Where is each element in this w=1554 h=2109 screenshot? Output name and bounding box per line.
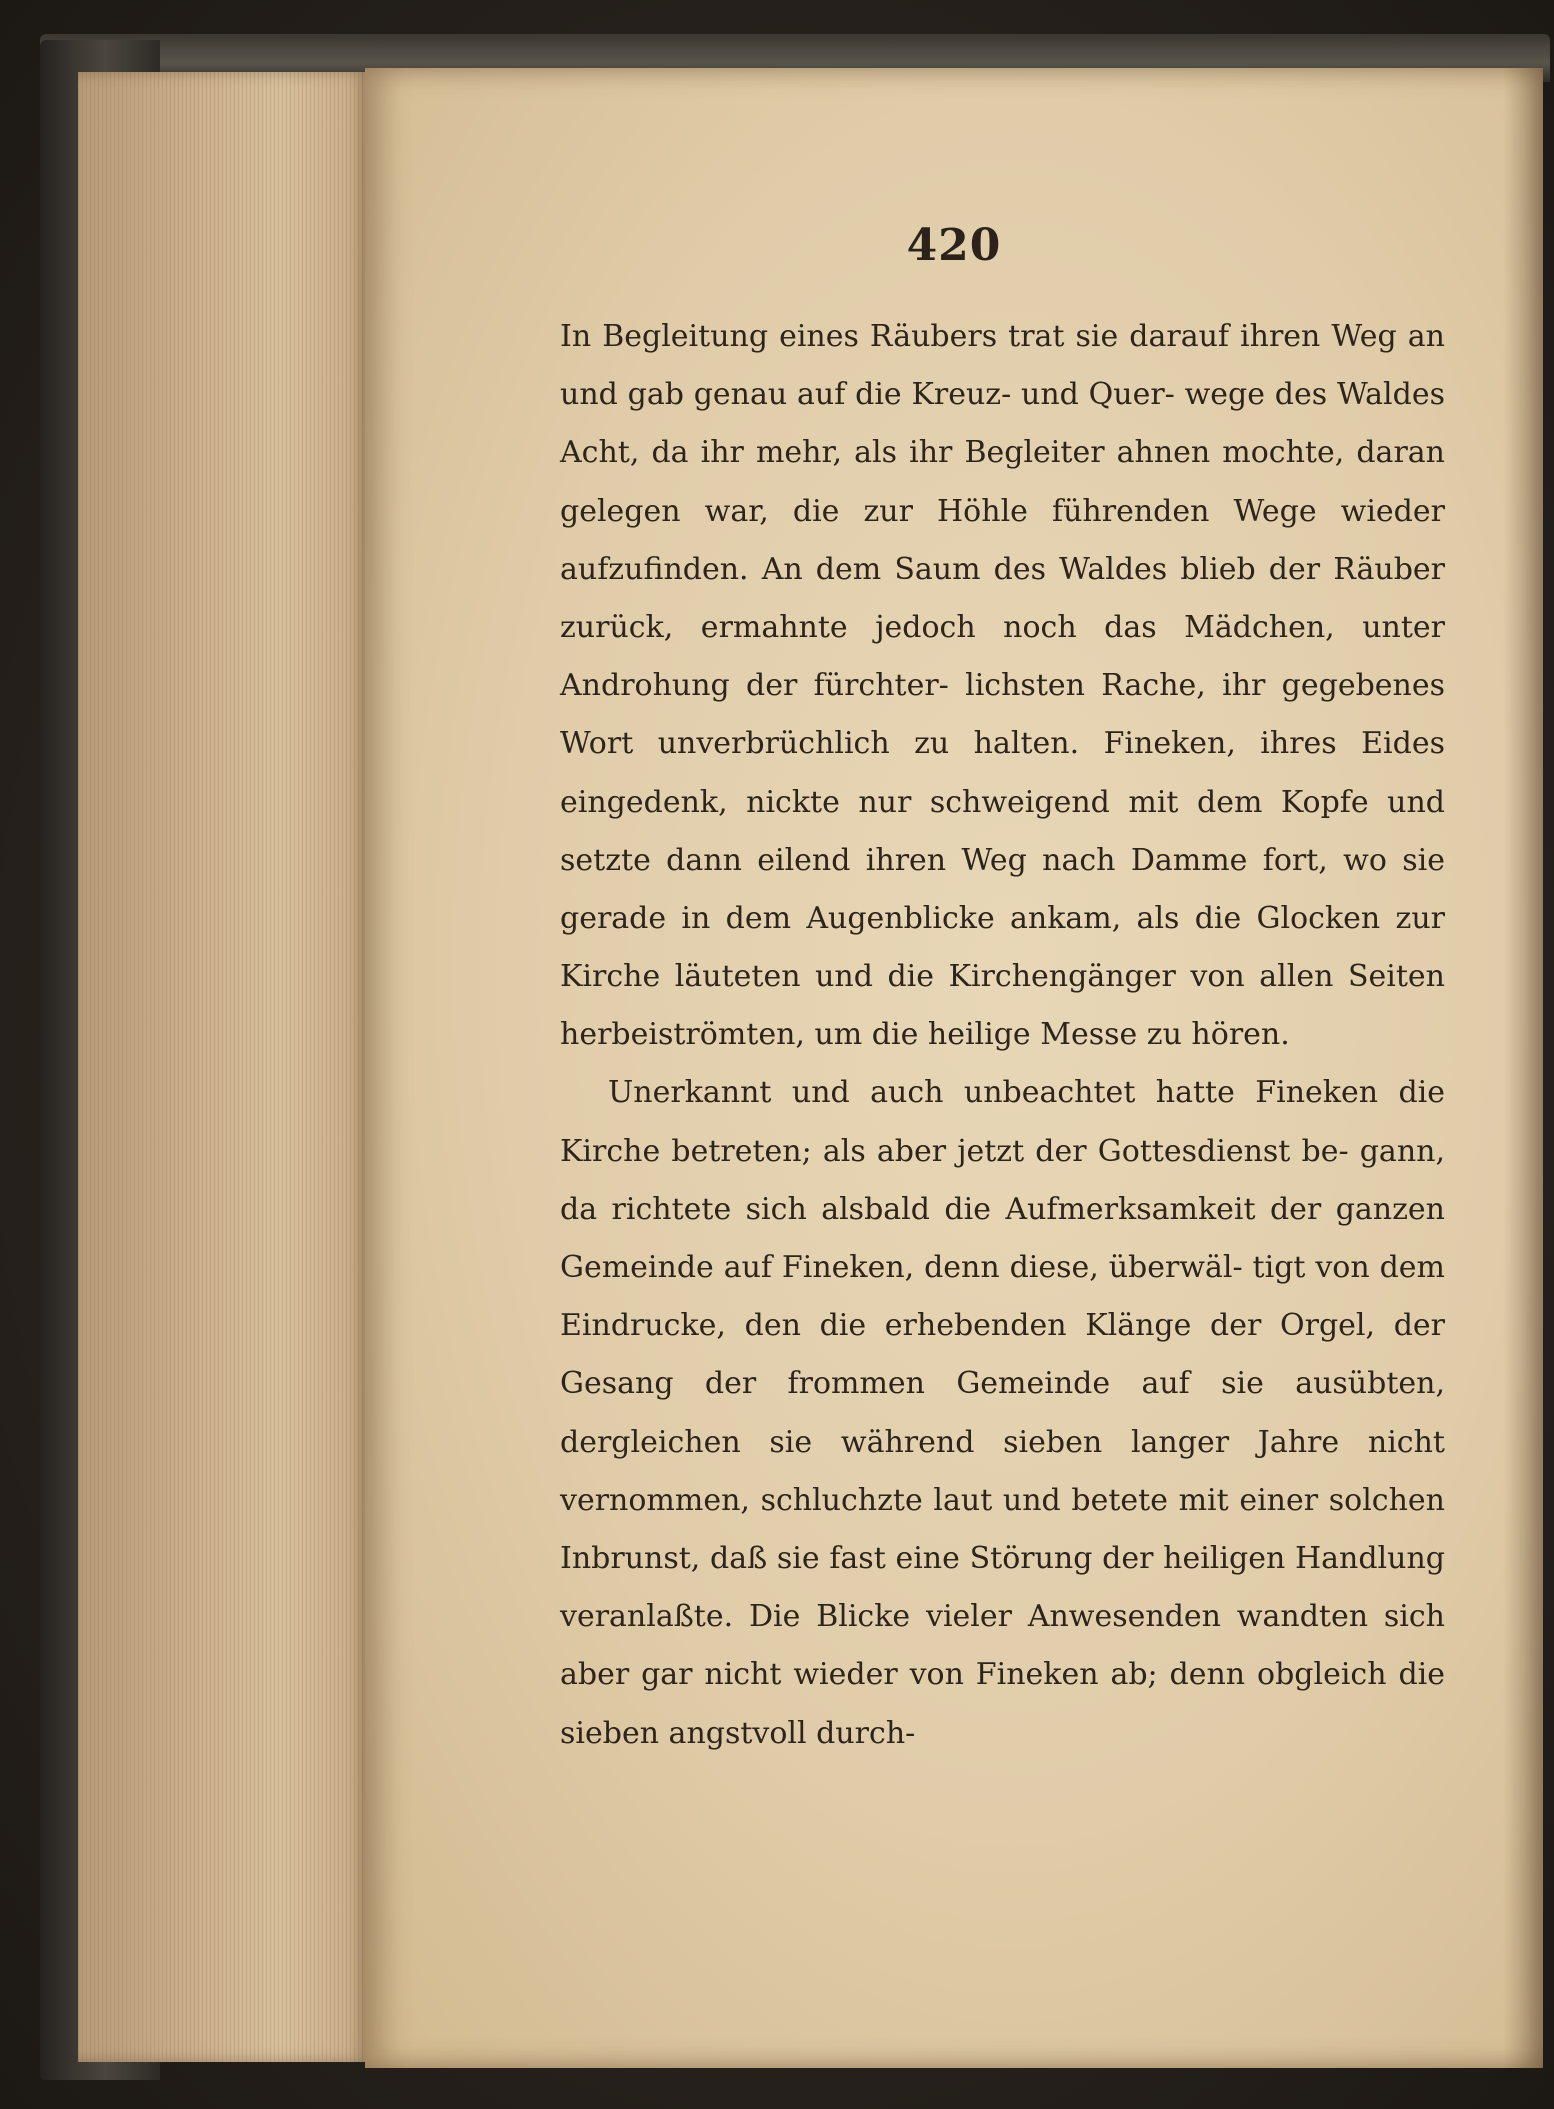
paragraph-2: Unerkannt und auch unbeachtet hatte Fineken die Kirche betreten; als aber jetzt der Gottesdienst be- gann, da richtete sich alsbald die Aufmerksamkeit der ganzen Gemeinde auf Fineken, denn diese, überwäl- tigt von dem Eindrucke, den die erhebenden Klänge der Orgel, der Gesang der frommen Gemeinde auf sie ausübten, dergleichen sie während sieben langer Jahre nicht vernommen, schluchzte laut und betete mit einer solchen Inbrunst, daß sie fast eine Störung der heiligen Handlung veranlaßte. Die Blicke vieler Anwesenden wandten sich aber gar nicht wieder von Fineken ab; denn obgleich die sieben angstvoll durch- bbox=[560, 1075, 1445, 1751]
page-body-text bbox=[560, 308, 1445, 1763]
page-number: 420 bbox=[906, 220, 1002, 271]
book-page bbox=[365, 68, 1543, 2068]
paragraph-1: In Begleitung eines Räubers trat sie darauf ihren Weg an und gab genau auf die Kreuz- und Quer- wege des Waldes Acht, da ihr mehr, als ihr Begleiter ahnen mochte, daran gelegen war, die zur Höhle führenden Wege wieder aufzufinden. An dem Saum des Waldes blieb der Räuber zurück, ermahnte jedoch noch das Mädchen, unter Androhung der fürchter- lichsten Rache, ihr gegebenes Wort unverbrüchlich zu halten. Fineken, ihres Eides eingedenk, nickte nur schweigend mit dem Kopfe und setzte dann eilend ihren Weg nach Damme fort, wo sie gerade in dem Augenblicke ankam, als die Glocken zur Kirche läuteten und die Kirchengänger von allen Seiten herbeiströmten, um die heilige Messe zu hören. bbox=[560, 319, 1445, 1053]
page-edges bbox=[78, 72, 368, 2062]
